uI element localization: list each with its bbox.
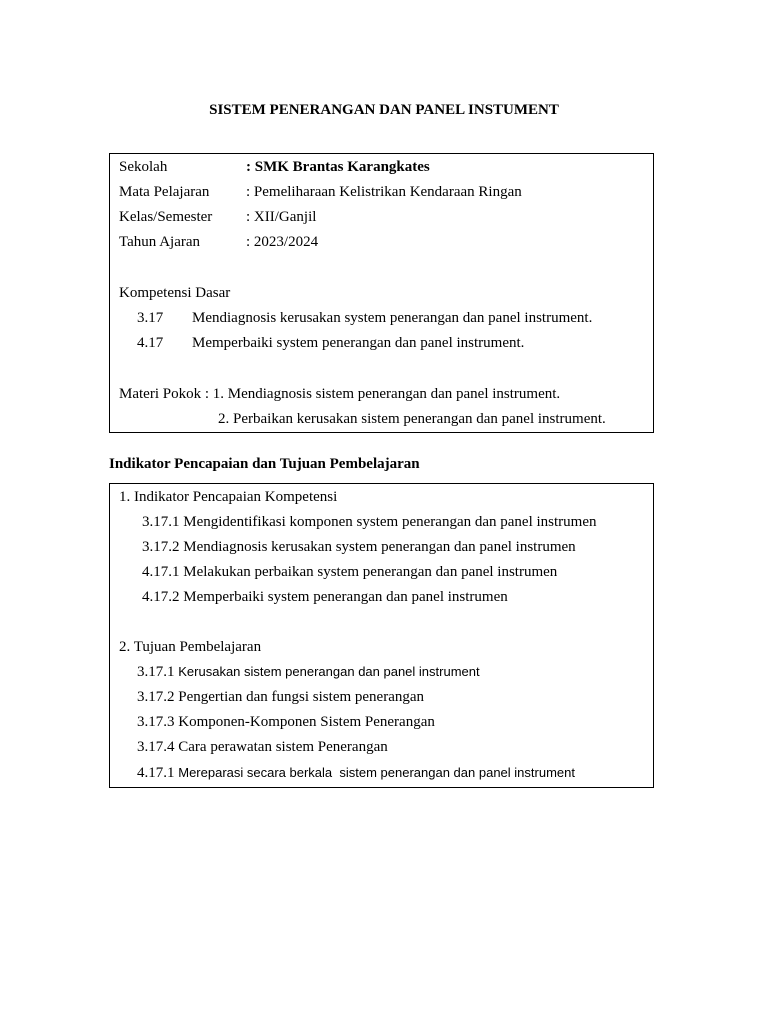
tujuan-text: Komponen-Komponen Sistem Penerangan — [178, 714, 435, 730]
tujuan-text: Cara perawatan sistem Penerangan — [178, 739, 388, 755]
indikator-item: 4.17.2 Memperbaiki system penerangan dan panel instrumen — [142, 589, 508, 605]
indikator-item: 3.17.1 Mengidentifikasi komponen system penerangan dan panel instrumen — [142, 514, 597, 530]
tujuan-item — [137, 764, 575, 782]
indikator-item: 3.17.2 Mendiagnosis kerusakan system penerangan dan panel instrumen — [142, 539, 576, 555]
tujuan-number: 3.17.4 — [137, 739, 175, 755]
tujuan-heading: 2. Tujuan Pembelajaran — [119, 639, 262, 655]
section-heading: Indikator Pencapaian dan Tujuan Pembelajaran — [109, 456, 420, 472]
indikator-item: 4.17.1 Melakukan perbaikan system penerangan dan panel instrumen — [142, 564, 558, 580]
tujuan-item — [137, 663, 480, 681]
materi-line-2: 2. Perbaikan kerusakan sistem penerangan dan panel instrument. — [218, 411, 606, 427]
tujuan-item — [137, 738, 388, 756]
indicator-box — [109, 483, 654, 788]
kd-text: Mendiagnosis kerusakan system penerangan dan panel instrument. — [192, 310, 593, 326]
info-value: : XII/Ganjil — [246, 209, 317, 225]
tujuan-item — [137, 713, 435, 731]
tujuan-text: Kerusakan sistem penerangan dan panel instrument — [178, 664, 480, 679]
indikator-heading: 1. Indikator Pencapaian Kompetensi — [119, 489, 338, 505]
info-value: : 2023/2024 — [246, 234, 319, 250]
info-label: Kelas/Semester — [119, 209, 213, 225]
document-title: SISTEM PENERANGAN DAN PANEL INSTUMENT — [209, 102, 559, 118]
tujuan-item — [137, 688, 424, 706]
kd-heading: Kompetensi Dasar — [119, 285, 231, 301]
info-value: : Pemeliharaan Kelistrikan Kendaraan Ringan — [246, 184, 522, 200]
tujuan-text: Pengertian dan fungsi sistem penerangan — [178, 689, 425, 705]
tujuan-text: Mereparasi secara berkala sistem penerangan dan panel instrument — [178, 765, 575, 780]
tujuan-number: 3.17.2 — [137, 689, 175, 705]
kd-number: 4.17 — [137, 335, 164, 351]
tujuan-number: 3.17.3 — [137, 714, 175, 730]
info-value: : SMK Brantas Karangkates — [246, 159, 430, 175]
kd-number: 3.17 — [137, 310, 164, 326]
kd-text: Memperbaiki system penerangan dan panel instrument. — [192, 335, 525, 351]
tujuan-number: 4.17.1 — [137, 765, 175, 781]
info-label: Mata Pelajaran — [119, 184, 210, 200]
info-label: Sekolah — [119, 159, 168, 175]
identity-box — [109, 153, 654, 433]
info-label: Tahun Ajaran — [119, 234, 201, 250]
tujuan-number: 3.17.1 — [137, 664, 175, 680]
materi-line-1: Materi Pokok : 1. Mendiagnosis sistem penerangan dan panel instrument. — [119, 386, 561, 402]
